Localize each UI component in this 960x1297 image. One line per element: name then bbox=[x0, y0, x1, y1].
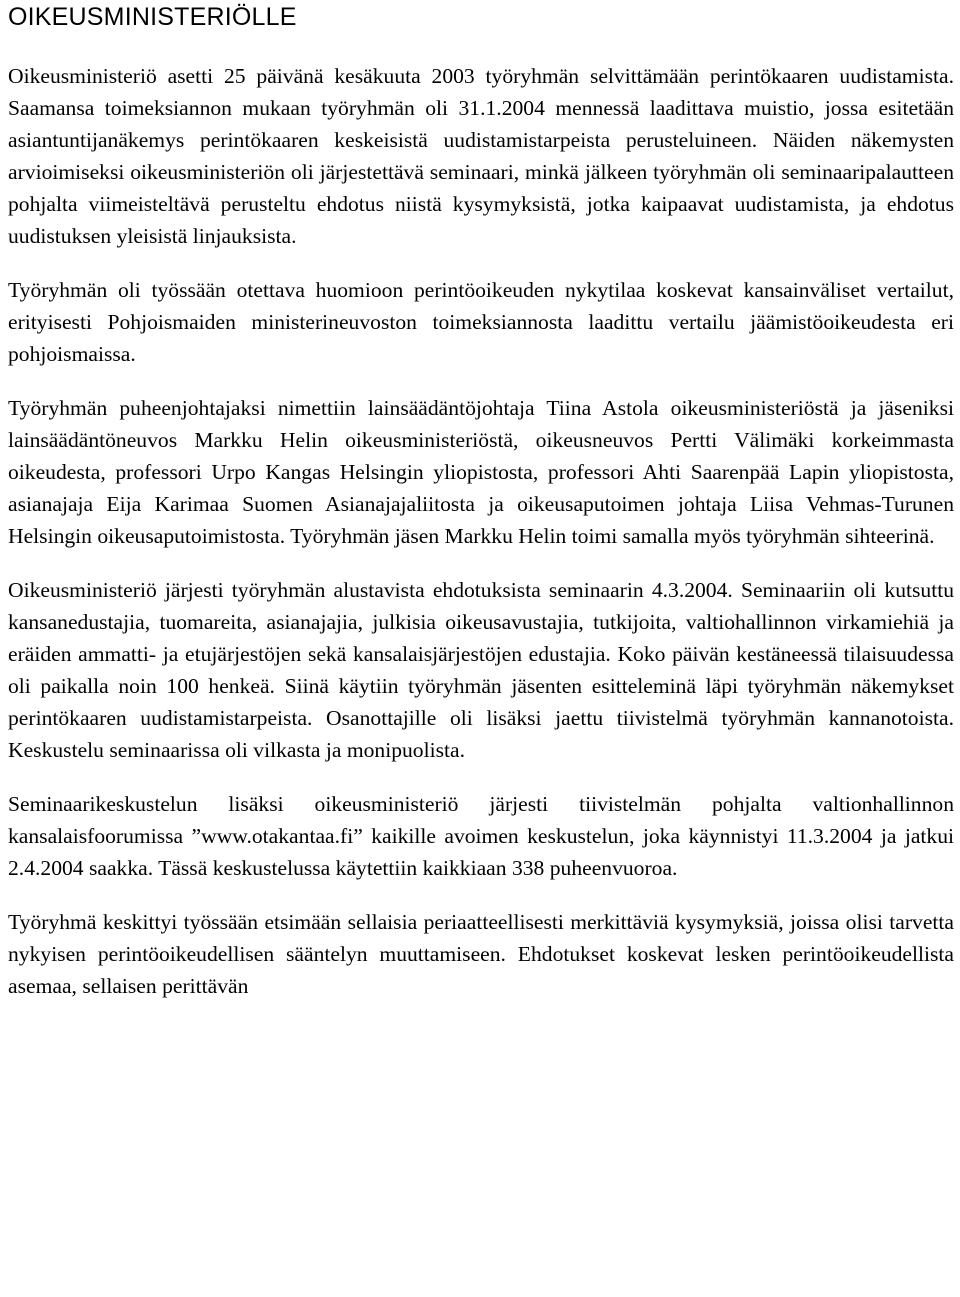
paragraph-comparisons: Työryhmän oli työssään otettava huomioon perintöoikeuden nykytilaa koskevat kansainväliset vertailut, erityisesti Pohjoismaiden ministerineuvoston toimeksiannosta laadittu vertailu jäämistöoikeudesta eri pohjoismaissa. bbox=[8, 278, 954, 366]
document-page bbox=[8, 0, 954, 1002]
paragraph-seminar: Oikeusministeriö järjesti työryhmän alustavista ehdotuksista seminaarin 4.3.2004. Seminaariin oli kutsuttu kansanedustajia, tuomareita, asianajajia, julkisia oikeusavustajia, tutkijoita, valtiohallinnon virkamiehiä ja eräiden ammatti- ja etujärjestöjen sekä kansalaisjärjestöjen edustajia. Koko päivän kestäneessä tilaisuudessa oli paikalla noin 100 henkeä. Siinä käytiin työryhmän jäsenten esitteleminä läpi työryhmän näkemykset perintökaaren uudistamistarpeista. Osanottajille oli lisäksi jaettu tiivistelmä työryhmän kannanotoista. Keskustelu seminaarissa oli vilkasta ja monipuolista. bbox=[8, 578, 954, 762]
paragraph-citizen-forum: Seminaarikeskustelun lisäksi oikeusministeriö järjesti tiivistelmän pohjalta valtionhallinnon kansalaisfoorumissa ”www.otakantaa.fi” kaikille avoimen keskustelun, joka käynnistyi 11.3.2004 ja jatkui 2.4.2004 saakka. Tässä keskustelussa käytettiin kaikkiaan 338 puheenvuoroa. bbox=[8, 792, 954, 880]
paragraph-assignment: Oikeusministeriö asetti 25 päivänä kesäkuuta 2003 työryhmän selvittämään perintökaaren uudistamista. Saamansa toimeksiannon mukaan työryhmän oli 31.1.2004 mennessä laadittava muistio, jossa esitetään asiantuntijanäkemys perintökaaren keskeisistä uudistamistarpeista perusteluineen. Näiden näkemysten arvioimiseksi oikeusministeriön oli järjestettävä seminaari, minkä jälkeen työryhmän oli seminaaripalautteen pohjalta viimeisteltävä perusteltu ehdotus niistä kysymyksistä, jotka kaipaavat uudistamista, ja ehdotus uudistuksen yleisistä linjauksista. bbox=[8, 64, 954, 248]
paragraph-focus: Työryhmä keskittyi työssään etsimään sellaisia periaatteellisesti merkittäviä kysymyksiä, joissa olisi tarvetta nykyisen perintöoikeudellisen sääntelyn muuttamiseen. Ehdotukset koskevat lesken perintöoikeudellista asemaa, sellaisen perittävän bbox=[8, 910, 954, 998]
paragraph-members: Työryhmän puheenjohtajaksi nimettiin lainsäädäntöjohtaja Tiina Astola oikeusministeriöstä ja jäseniksi lainsäädäntöneuvos Markku Helin oikeusministeriöstä, oikeusneuvos Pertti Välimäki korkeimmasta oikeudesta, professori Urpo Kangas Helsingin yliopistosta, professori Ahti Saarenpää Lapin yliopistosta, asianajaja Eija Karimaa Suomen Asianajajaliitosta ja oikeusaputoimen johtaja Liisa Vehmas-Turunen Helsingin oikeusaputoimistosta. Työryhmän jäsen Markku Helin toimi samalla myös työryhmän sihteerinä. bbox=[8, 396, 954, 548]
document-title: OIKEUSMINISTERIÖLLE bbox=[8, 3, 297, 31]
